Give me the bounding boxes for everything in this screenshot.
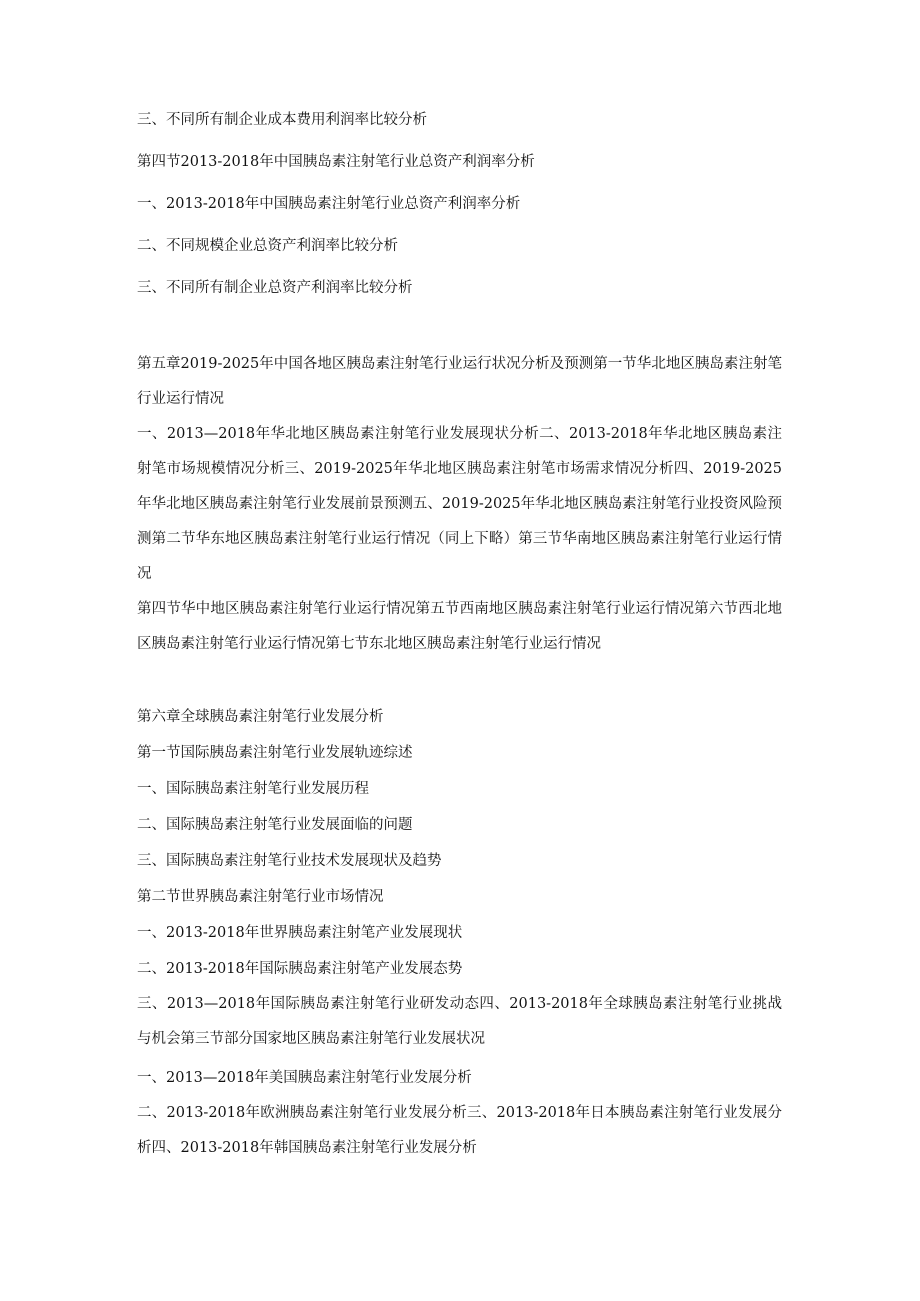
toc-line: 三、不同所有制企业总资产利润率比较分析 (137, 280, 413, 296)
toc-line: 二、不同规模企业总资产利润率比较分析 (137, 238, 398, 254)
toc-line: 二、国际胰岛素注射笔行业发展面临的问题 (137, 817, 413, 833)
toc-paragraph: 第四节华中地区胰岛素注射笔行业运行情况第五节西南地区胰岛素注射笔行业运行情况第六节西北地区胰岛素注射笔行业运行情况第七节东北地区胰岛素注射笔行业运行情况 (137, 601, 782, 652)
toc-paragraph: 三、2013—2018年国际胰岛素注射笔行业研发动态四、2013-2018年全球胰岛素注射笔行业挑战与机会第三节部分国家地区胰岛素注射笔行业发展状况 (137, 996, 782, 1047)
toc-line: 一、国际胰岛素注射笔行业发展历程 (137, 781, 369, 797)
toc-chapter-heading: 第五章2019-2025年中国各地区胰岛素注射笔行业运行状况分析及预测第一节华北地区胰岛素注射笔行业运行情况 (137, 356, 782, 407)
toc-line: 一、2013-2018年世界胰岛素注射笔产业发展现状 (137, 925, 463, 941)
toc-chapter-heading: 第六章全球胰岛素注射笔行业发展分析 (137, 709, 384, 725)
toc-section-heading: 第四节2013-2018年中国胰岛素注射笔行业总资产利润率分析 (137, 154, 535, 170)
toc-section-heading: 第二节世界胰岛素注射笔行业市场情况 (137, 889, 384, 905)
toc-line: 一、2013-2018年中国胰岛素注射笔行业总资产利润率分析 (137, 196, 521, 212)
toc-paragraph: 二、2013-2018年欧洲胰岛素注射笔行业发展分析三、2013-2018年日本胰岛素注射笔行业发展分析四、2013-2018年韩国胰岛素注射笔行业发展分析 (137, 1105, 782, 1156)
toc-line: 三、不同所有制企业成本费用利润率比较分析 (137, 112, 427, 128)
toc-line: 一、2013—2018年美国胰岛素注射笔行业发展分析 (137, 1070, 472, 1086)
toc-line: 二、2013-2018年国际胰岛素注射笔产业发展态势 (137, 961, 463, 977)
toc-line: 三、国际胰岛素注射笔行业技术发展现状及趋势 (137, 853, 442, 869)
toc-section-heading: 第一节国际胰岛素注射笔行业发展轨迹综述 (137, 745, 413, 761)
toc-paragraph: 一、2013—2018年华北地区胰岛素注射笔行业发展现状分析二、2013-2018年华北地区胰岛素注射笔市场规模情况分析三、2019-2025年华北地区胰岛素注射笔市场需求情况分析四、2019-2025年华北地区胰岛素注射笔行业发展前景预测五、2019-2025年华北地区胰岛素注射笔行业投资风险预测第二节华东地区胰岛素注射笔行业运行情况（同上下略）第三节华南地区胰岛素注射笔行业运行情况 (137, 426, 782, 582)
